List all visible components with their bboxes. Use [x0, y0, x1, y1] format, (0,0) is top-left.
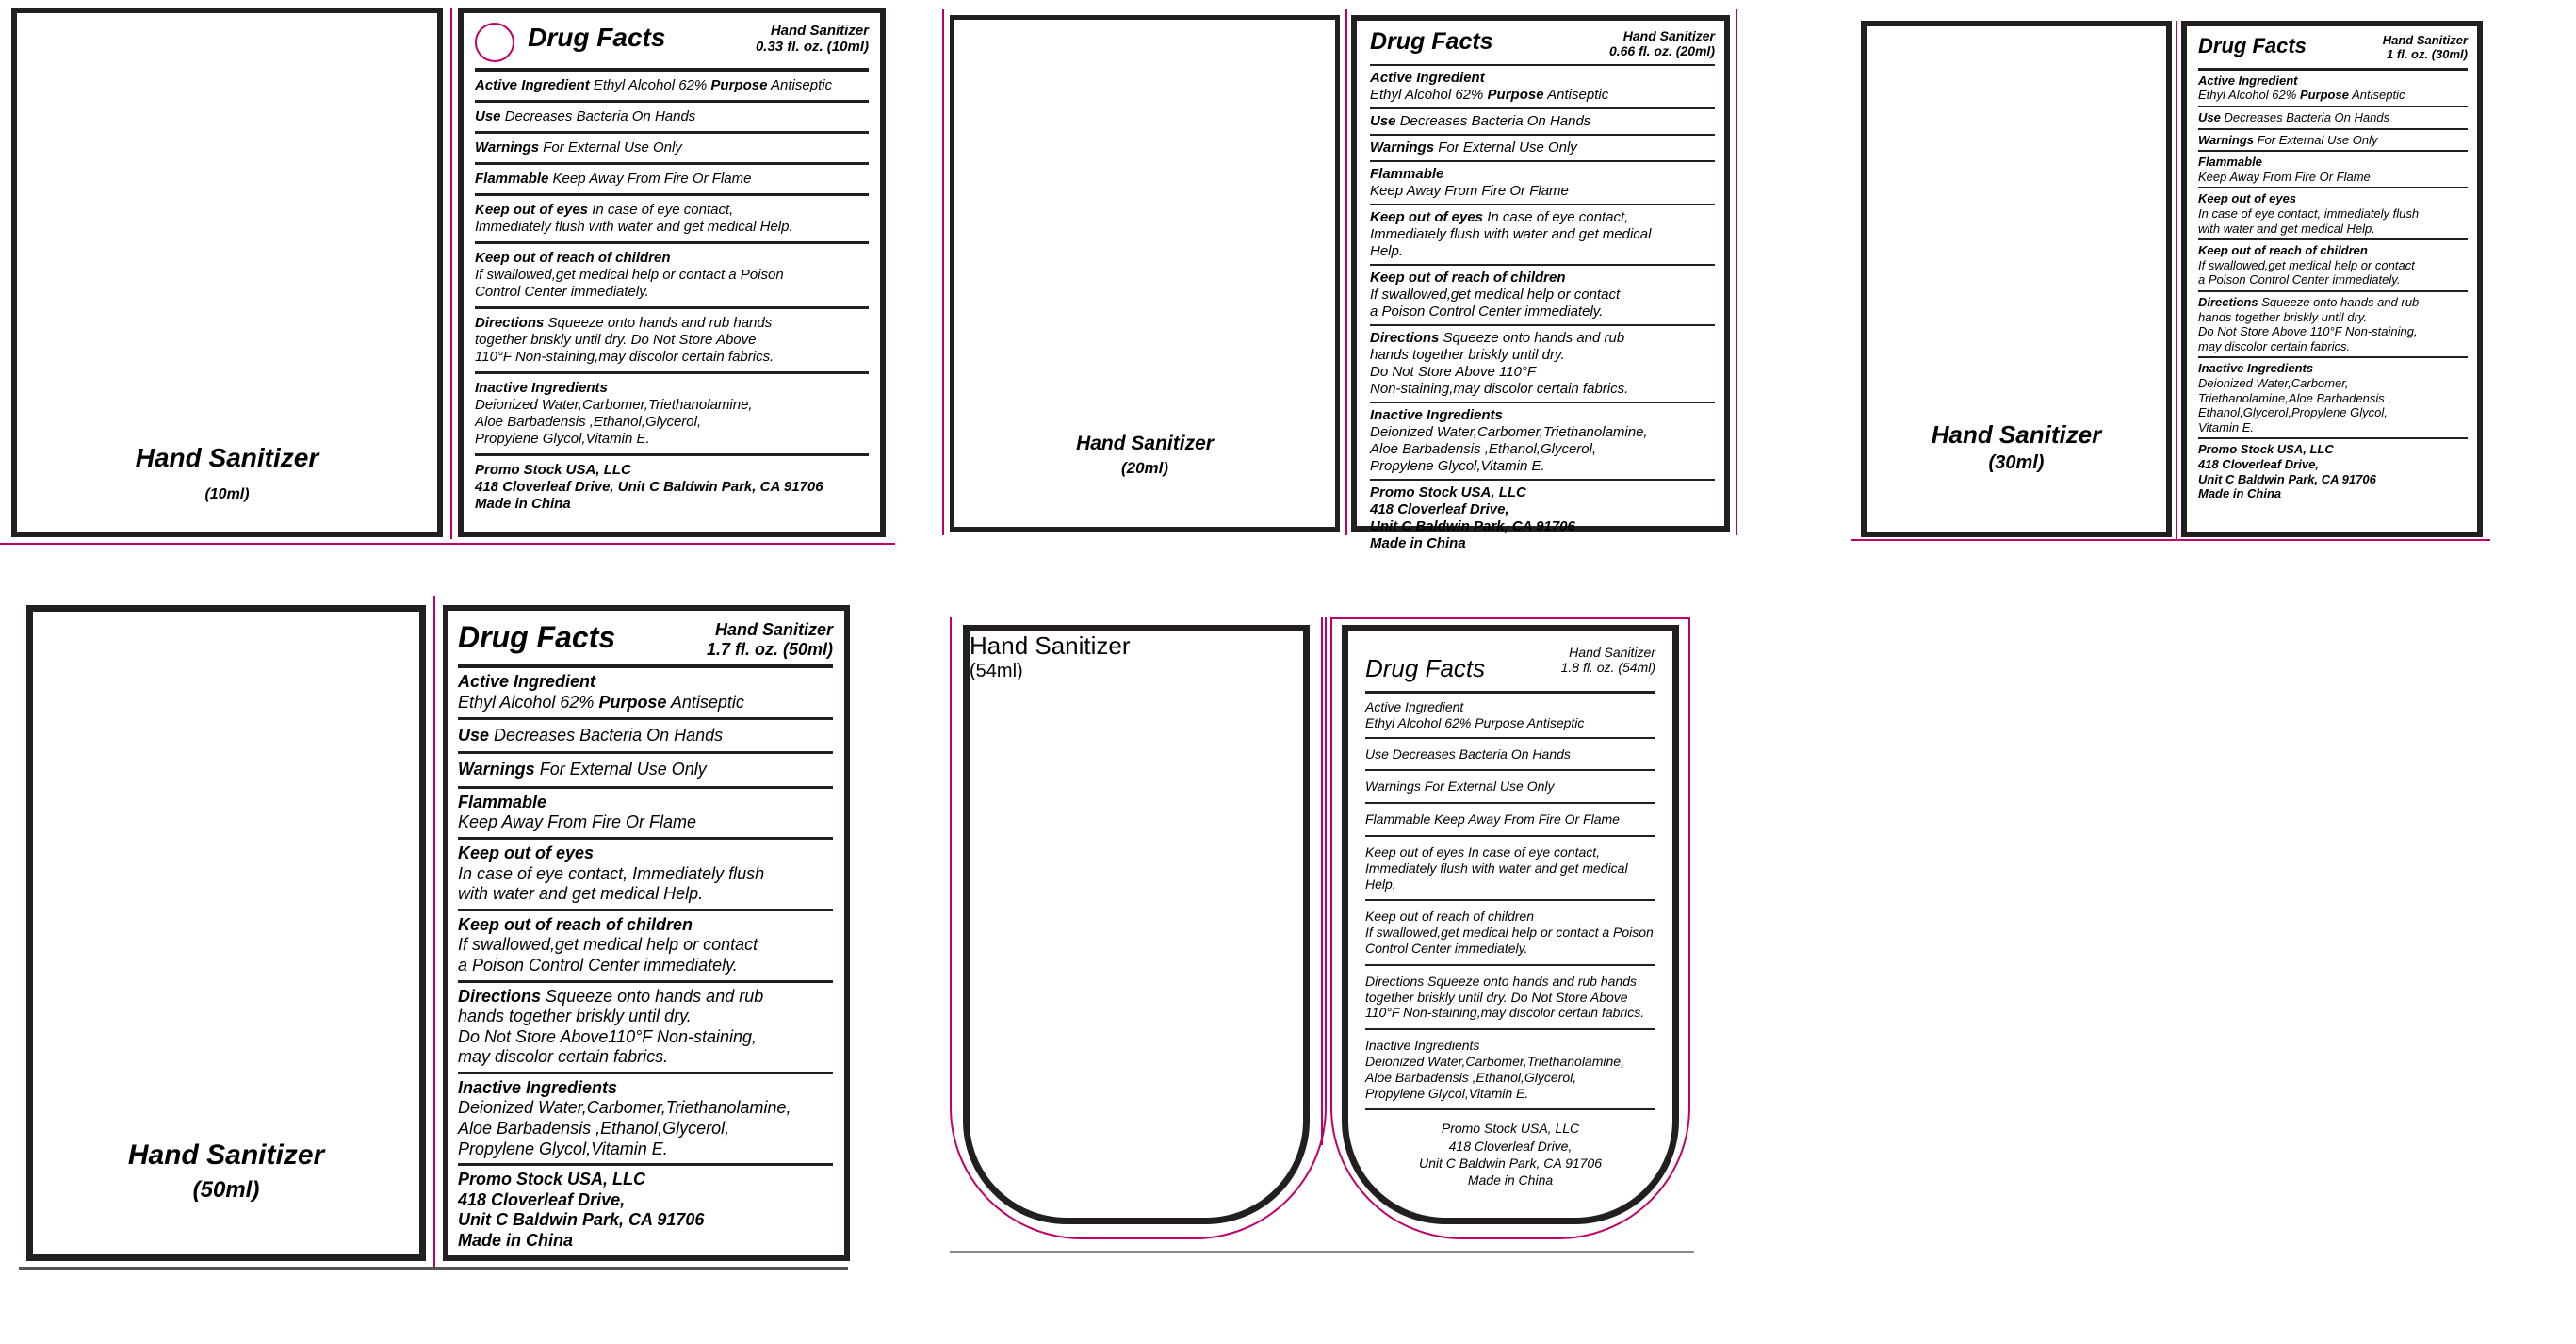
drug-facts-panel: [1342, 625, 1679, 1224]
product-size: 0.33 fl. oz. (10ml): [755, 39, 869, 56]
product-size-block: [756, 23, 869, 56]
directions-text: may discolor certain fabrics.: [2198, 338, 2351, 353]
active-ingredient-row: [475, 72, 869, 103]
use-text: Decreases Bacteria On Hands: [1399, 113, 1591, 130]
flammable-label: Flammable: [1365, 811, 1431, 828]
company-city: Unit C Baldwin Park, CA 91706: [458, 1210, 705, 1230]
warnings-label: Warnings: [458, 760, 535, 779]
drug-facts-header: [1365, 645, 1655, 694]
active-text: Ethyl Alcohol 62% Purpose Antiseptic: [1365, 714, 1585, 730]
active-text: Ethyl Alcohol 62%: [2198, 88, 2297, 103]
eyes-label: Keep out of eyes: [1370, 209, 1484, 226]
inactive-label: Inactive Ingredients: [2198, 361, 2314, 376]
inactive-text: Deionized Water,Carbomer,Triethanolamine,: [458, 1098, 791, 1118]
warnings-row: [2198, 130, 2468, 153]
warnings-text: For External Use Only: [539, 760, 707, 779]
warnings-row: [475, 134, 869, 165]
company-address: 418 Cloverleaf Drive,: [1370, 501, 1509, 518]
flammable-label: Flammable: [2198, 155, 2262, 170]
trim-line: [942, 9, 944, 535]
directions-text: together briskly until dry. Do Not Store Above: [1365, 989, 1628, 1005]
flammable-text: Keep Away From Fire Or Flame: [1434, 811, 1620, 828]
active-text: Ethyl Alcohol 62%: [1370, 87, 1484, 104]
children-text: Control Center immediately.: [475, 284, 649, 301]
inactive-text: Aloe Barbadensis ,Ethanol,Glycerol,: [1370, 441, 1597, 458]
trim-line: [1321, 617, 1323, 1145]
trim-line: [19, 1267, 848, 1270]
directions-text: Do Not Store Above 110°F Non-staining,: [2198, 324, 2418, 339]
directions-text: hands together briskly until dry.: [458, 1007, 692, 1026]
front-product-name: Hand Sanitizer: [970, 631, 1131, 660]
use-label: Use: [1365, 746, 1389, 762]
children-label: Keep out of reach of children: [1365, 909, 1535, 925]
warnings-text: For External Use Only: [543, 139, 682, 156]
label-20ml: [942, 9, 1743, 552]
warnings-text: For External Use Only: [1424, 779, 1555, 795]
inactive-text: Propylene Glycol,Vitamin E.: [1365, 1085, 1529, 1101]
product-name: Hand Sanitizer: [1622, 28, 1715, 43]
purpose-text: Antiseptic: [771, 77, 833, 94]
purpose-label: Purpose: [2299, 88, 2349, 103]
active-ingredient-row: [2198, 71, 2468, 107]
flammable-label: Flammable: [458, 792, 547, 811]
drug-facts-panel: [458, 8, 886, 537]
product-name: Hand Sanitizer: [2382, 33, 2468, 47]
drug-facts-header: [475, 23, 869, 72]
eyes-text: In case of eye contact,: [1467, 844, 1601, 860]
drug-facts-title: Drug Facts: [528, 23, 666, 52]
trim-line: [2176, 21, 2177, 539]
purpose-label: Purpose: [1487, 87, 1544, 104]
children-label: Keep out of reach of children: [458, 914, 693, 934]
trim-line: [1345, 9, 1347, 535]
children-text: a Poison Control Center immediately.: [2198, 272, 2401, 287]
company-address: 418 Cloverleaf Drive,: [458, 1189, 626, 1209]
purpose-text: Antiseptic: [670, 692, 744, 712]
product-size: 1 fl. oz. (30ml): [2387, 46, 2468, 61]
inactive-text: Triethanolamine,Aloe Barbadensis ,: [2198, 390, 2391, 405]
directions-text: Squeeze onto hands and rub: [1443, 330, 1625, 347]
warnings-text: For External Use Only: [2257, 132, 2378, 147]
inactive-text: Deionized Water,Carbomer,Triethanolamine,: [1370, 424, 1648, 441]
company-city: Unit C Baldwin Park, CA 91706: [1418, 1155, 1603, 1171]
inactive-text: Aloe Barbadensis ,Ethanol,Glycerol,: [475, 414, 702, 431]
directions-text: may discolor certain fabrics.: [458, 1047, 669, 1067]
made-in: Made in China: [1370, 535, 1466, 552]
flammable-text: Keep Away From Fire Or Flame: [458, 812, 697, 832]
use-text: Decreases Bacteria On Hands: [494, 725, 724, 745]
made-in: Made in China: [1467, 1172, 1554, 1188]
inactive-text: Deionized Water,Carbomer,Triethanolamine,: [1365, 1053, 1624, 1069]
use-label: Use: [2198, 110, 2221, 125]
flammable-row: [1370, 162, 1715, 205]
eyes-text: In case of eye contact, Immediately flush: [458, 863, 765, 883]
company-city: Unit C Baldwin Park, CA 91706: [1370, 518, 1575, 535]
front-size: (30ml): [1988, 452, 2045, 473]
trim-line: [450, 8, 452, 539]
company-row: [458, 1166, 833, 1254]
directions-text: hands together briskly until dry.: [2198, 309, 2367, 324]
purpose-label: Purpose: [598, 692, 667, 712]
made-in: Made in China: [2198, 486, 2282, 501]
company-name: Promo Stock USA, LLC: [1441, 1121, 1580, 1137]
eyes-text: Immediately flush with water and get medical: [1370, 226, 1652, 243]
use-row: [1365, 739, 1655, 772]
drug-facts-panel: [443, 605, 850, 1261]
directions-text: together briskly until dry. Do Not Store Above: [475, 332, 757, 349]
warnings-text: For External Use Only: [1438, 139, 1577, 156]
directions-row: [1365, 966, 1655, 1030]
purpose-text: Antiseptic: [2352, 88, 2405, 103]
inactive-row: [1370, 403, 1715, 481]
warnings-label: Warnings: [1370, 139, 1435, 156]
eyes-row: [1365, 837, 1655, 901]
use-label: Use: [475, 108, 501, 125]
product-name: Hand Sanitizer: [714, 620, 833, 639]
drug-facts-panel: [1351, 15, 1730, 552]
children-text: a Poison Control Center immediately.: [458, 955, 738, 975]
inactive-row: [2198, 358, 2468, 439]
children-text: If swallowed,get medical help or contact a Poison: [1365, 925, 1654, 941]
active-label: Active Ingredient: [458, 672, 596, 692]
company-city: Unit C Baldwin Park, CA 91706: [2198, 471, 2376, 486]
flammable-row: [458, 789, 833, 840]
eyes-row: [1370, 205, 1715, 266]
product-size: 0.66 fl. oz. (20ml): [1608, 43, 1715, 59]
directions-label: Directions: [1365, 973, 1425, 989]
inactive-label: Inactive Ingredients: [458, 1077, 618, 1097]
inactive-text: Propylene Glycol,Vitamin E.: [458, 1139, 668, 1158]
flammable-text: Keep Away From Fire Or Flame: [2198, 169, 2371, 184]
directions-text: Do Not Store Above110°F Non-staining,: [458, 1026, 758, 1046]
flammable-text: Keep Away From Fire Or Flame: [1370, 183, 1569, 200]
drug-facts-title: Drug Facts: [458, 620, 616, 654]
product-size-block: [1561, 645, 1655, 675]
front-panel: [1861, 21, 2172, 537]
directions-text: hands together briskly until dry.: [1370, 347, 1565, 364]
company-row: [475, 456, 869, 518]
children-text: If swallowed,get medical help or contact a Poison: [475, 267, 784, 284]
directions-row: [475, 309, 869, 374]
inactive-text: Ethanol,Glycerol,Propylene Glycol,: [2198, 405, 2388, 420]
directions-text: Squeeze onto hands and rub: [2261, 295, 2420, 309]
drug-facts-header: [2198, 34, 2468, 71]
warnings-row: [458, 754, 833, 789]
label-54ml: [950, 617, 1704, 1258]
directions-text: Squeeze onto hands and rub hands: [547, 315, 773, 332]
use-text: Decreases Bacteria On Hands: [1392, 746, 1571, 762]
eyes-text: Immediately flush with water and get medical Help.: [475, 219, 793, 236]
eyes-label: Keep out of eyes: [458, 843, 595, 862]
drug-facts-title-wrap: [475, 23, 665, 62]
eyes-label: Keep out of eyes: [475, 202, 589, 219]
front-size: (54ml): [970, 661, 1023, 681]
purpose-label: Purpose: [710, 77, 768, 94]
label-10ml: [0, 0, 895, 547]
flammable-label: Flammable: [475, 171, 549, 188]
product-size-block: [1609, 28, 1715, 58]
drug-facts-header: [1370, 28, 1715, 66]
product-name: Hand Sanitizer: [770, 23, 869, 39]
inactive-text: Aloe Barbadensis ,Ethanol,Glycerol,: [1365, 1069, 1577, 1085]
directions-text: Do Not Store Above 110°F: [1370, 364, 1537, 381]
circle-icon: [475, 23, 514, 62]
drug-facts-panel: [2181, 21, 2483, 537]
front-size: (50ml): [192, 1177, 260, 1203]
children-label: Keep out of reach of children: [1370, 270, 1566, 287]
children-label: Keep out of reach of children: [2198, 243, 2368, 258]
inactive-text: Deionized Water,Carbomer,Triethanolamine,: [475, 397, 753, 414]
drug-facts-title: Drug Facts: [1370, 28, 1493, 55]
front-panel: [963, 625, 1310, 1224]
directions-row: [458, 983, 833, 1074]
eyes-text: In case of eye contact,: [1487, 209, 1629, 226]
active-label: Active Ingredient: [1370, 70, 1485, 87]
company-name: Promo Stock USA, LLC: [2198, 442, 2334, 457]
directions-row: [2198, 292, 2468, 358]
flammable-text: Keep Away From Fire Or Flame: [552, 171, 752, 188]
inactive-text: Propylene Glycol,Vitamin E.: [475, 431, 650, 448]
purpose-text: Antiseptic: [1547, 87, 1609, 104]
front-product-name: Hand Sanitizer: [127, 1139, 325, 1171]
front-product-name: Hand Sanitizer: [1076, 433, 1214, 454]
children-text: If swallowed,get medical help or contact: [458, 935, 758, 955]
directions-text: 110°F Non-staining,may discolor certain fabrics.: [475, 349, 774, 366]
flammable-row: [2198, 152, 2468, 188]
inactive-text: Vitamin E.: [2198, 419, 2255, 434]
directions-label: Directions: [475, 315, 545, 332]
flammable-label: Flammable: [1370, 166, 1444, 183]
drug-facts-title: Drug Facts: [1365, 654, 1486, 682]
inactive-row: [458, 1074, 833, 1166]
active-text: Ethyl Alcohol 62%: [593, 77, 708, 94]
trim-line: [433, 596, 435, 1267]
product-size: 1.7 fl. oz. (50ml): [706, 639, 833, 659]
eyes-label: Keep out of eyes: [1365, 844, 1465, 860]
active-ingredient-row: [1365, 694, 1655, 739]
children-row: [1370, 266, 1715, 326]
front-panel: [11, 8, 443, 537]
front-size: (10ml): [204, 486, 250, 502]
warnings-label: Warnings: [2198, 132, 2254, 147]
product-name: Hand Sanitizer: [1569, 645, 1655, 660]
active-ingredient-row: [1370, 66, 1715, 109]
eyes-text: In case of eye contact, immediately flush: [2198, 206, 2420, 221]
eyes-text: with water and get medical Help.: [2198, 221, 2375, 236]
flammable-row: [475, 165, 869, 196]
label-30ml: [1851, 11, 2492, 544]
inactive-text: Propylene Glycol,Vitamin E.: [1370, 458, 1545, 475]
directions-text: Squeeze onto hands and rub: [546, 986, 764, 1006]
children-text: a Poison Control Center immediately.: [1370, 303, 1604, 320]
eyes-text: In case of eye contact,: [592, 202, 734, 219]
company-name: Promo Stock USA, LLC: [1370, 484, 1526, 501]
active-ingredient-row: [458, 668, 833, 719]
eyes-row: [458, 840, 833, 911]
directions-text: Non-staining,may discolor certain fabrics.: [1370, 381, 1629, 398]
directions-label: Directions: [2198, 295, 2258, 309]
company-address: 418 Cloverleaf Drive,: [2198, 456, 2319, 471]
use-row: [475, 103, 869, 134]
company-name: Promo Stock USA, LLC: [458, 1170, 646, 1189]
inactive-row: [1365, 1030, 1655, 1110]
directions-label: Directions: [458, 986, 542, 1006]
company-row: [2198, 439, 2468, 503]
label-50ml: [19, 596, 857, 1274]
children-row: [1365, 901, 1655, 965]
inactive-label: Inactive Ingredients: [475, 380, 608, 397]
front-product-name: Hand Sanitizer: [135, 443, 319, 472]
use-row: [2198, 107, 2468, 130]
children-text: If swallowed,get medical help or contact: [1370, 287, 1621, 303]
company-address: 418 Cloverleaf Drive, Unit C Baldwin Park, CA 91706: [475, 479, 823, 496]
front-product-name: Hand Sanitizer: [1931, 420, 2102, 449]
directions-text: Squeeze onto hands and rub hands: [1427, 973, 1637, 989]
trim-line: [950, 1251, 1694, 1253]
active-text: Ethyl Alcohol 62%: [458, 692, 595, 712]
inactive-row: [475, 374, 869, 456]
inactive-text: Deionized Water,Carbomer,: [2198, 375, 2349, 390]
use-row: [1370, 109, 1715, 136]
product-size-block: [707, 620, 833, 659]
use-label: Use: [1370, 113, 1396, 130]
company-address: 418 Cloverleaf Drive,: [1448, 1138, 1573, 1154]
company-row: [1370, 481, 1715, 556]
use-row: [458, 720, 833, 755]
use-text: Decreases Bacteria On Hands: [2224, 110, 2390, 125]
drug-facts-title: Drug Facts: [2198, 34, 2307, 57]
flammable-row: [1365, 804, 1655, 837]
directions-text: 110°F Non-staining,may discolor certain fabrics.: [1365, 1005, 1645, 1021]
children-row: [458, 911, 833, 983]
inactive-label: Inactive Ingredients: [1365, 1038, 1480, 1054]
active-label: Active Ingredient: [1365, 699, 1464, 714]
use-text: Decreases Bacteria On Hands: [504, 108, 696, 125]
children-label: Keep out of reach of children: [475, 250, 671, 267]
product-size-block: [2383, 34, 2468, 62]
children-text: Control Center immediately.: [1365, 940, 1528, 956]
eyes-text: with water and get medical Help.: [458, 884, 704, 904]
eyes-label: Keep out of eyes: [2198, 191, 2297, 206]
eyes-row: [2198, 188, 2468, 240]
trim-line: [1851, 539, 2490, 541]
active-label: Active Ingredient: [475, 77, 590, 94]
front-panel: [950, 15, 1340, 532]
active-label: Active Ingredient: [2198, 73, 2298, 88]
inactive-label: Inactive Ingredients: [1370, 407, 1503, 424]
children-row: [2198, 240, 2468, 292]
drug-facts-header: [458, 620, 833, 668]
front-size: (20ml): [1120, 459, 1169, 477]
children-row: [475, 244, 869, 309]
warnings-row: [1365, 771, 1655, 804]
company-name: Promo Stock USA, LLC: [475, 462, 631, 479]
eyes-text: Help.: [1370, 243, 1404, 260]
children-text: If swallowed,get medical help or contact: [2198, 257, 2415, 272]
warnings-label: Warnings: [475, 139, 540, 156]
warnings-label: Warnings: [1365, 779, 1421, 795]
product-size: 1.8 fl. oz. (54ml): [1560, 660, 1655, 676]
trim-line: [1736, 9, 1737, 535]
eyes-row: [475, 196, 869, 244]
warnings-row: [1370, 136, 1715, 162]
directions-row: [1370, 326, 1715, 403]
use-label: Use: [458, 725, 490, 745]
eyes-text: Immediately flush with water and get medical Help.: [1365, 860, 1628, 892]
made-in: Made in China: [475, 496, 571, 513]
made-in: Made in China: [458, 1231, 574, 1251]
directions-label: Directions: [1370, 330, 1440, 347]
company-row: [1365, 1110, 1655, 1198]
front-panel: [26, 605, 426, 1261]
inactive-text: Aloe Barbadensis ,Ethanol,Glycerol,: [458, 1119, 730, 1139]
